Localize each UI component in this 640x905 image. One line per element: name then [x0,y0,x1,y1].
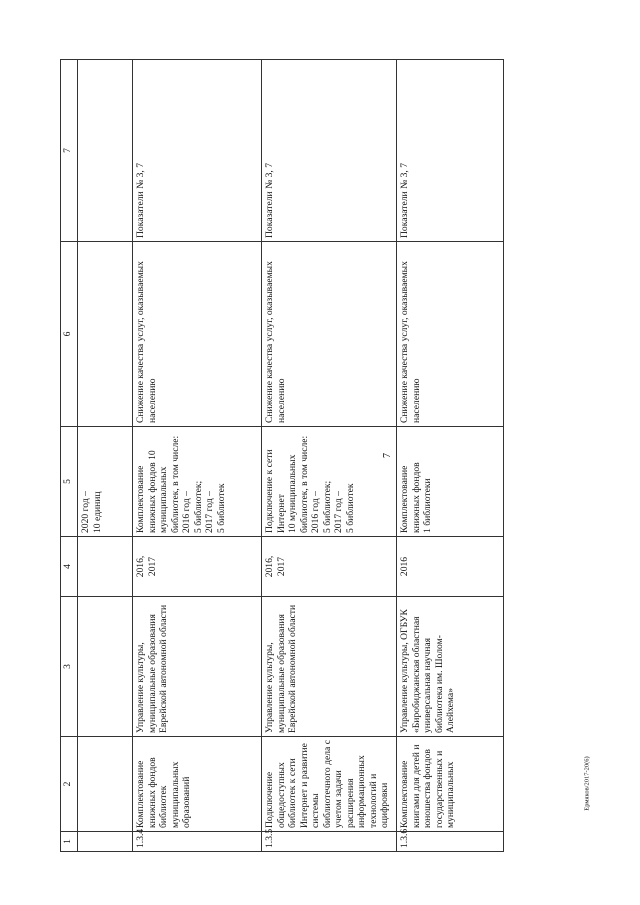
indicators-cell: Показатели № 3, 7 [397,60,504,242]
document-code: Ермяков/2017-20(6) [583,756,591,811]
consequence-cell: Снижение качества услуг, оказываемых населению [397,242,504,427]
table-cell [78,832,133,852]
table-row [397,60,504,852]
header-cell: 1 [61,832,78,852]
result-cell: Комплектование книжных фондов 1 библиотеки [397,427,504,537]
header-cell: 6 [61,242,78,427]
table-row-continuation [78,60,133,852]
table-cell [78,242,133,427]
header-cell: 7 [61,60,78,242]
header-cell: 3 [61,597,78,737]
rotated-page [60,60,495,852]
program-table [60,59,504,852]
header-cell: 4 [61,537,78,597]
executor-cell: Управление культуры, муниципальные образования Еврейской автономной области [133,597,262,737]
action-cell: Комплектование книжных фондов библиотек муниципальных образований [133,737,262,832]
consequence-cell: Снижение качества услуг, оказываемых населению [133,242,262,427]
indicators-cell: Показатели № 3, 7 [262,60,397,242]
year-cell: 2016, 2017 [133,537,262,597]
year-cell: 2016, 2017 [262,537,397,597]
page-number: 7 [382,453,393,458]
header-cell: 5 [61,427,78,537]
result-cell: Подключение к сети Интернет 10 муниципальных библиотек, в том числе: 2016 год – 5 библиотек; 2017 год – 5 библиотек [262,427,397,537]
executor-cell: Управление культуры, муниципальные образования Еврейской автономной области [262,597,397,737]
table-cell [78,737,133,832]
table-header-row [61,60,78,852]
row-number-cell: 1.3.4 [133,832,262,852]
header-cell: 2 [61,737,78,832]
table-row [133,60,262,852]
indicators-cell: Показатели № 3, 7 [133,60,262,242]
row-number-cell: 1.3.6 [397,832,504,852]
action-cell: Подключение общедоступных библиотек к сети Интернет и развитие системы библиотечного дела с учетом задачи расширения информационных технологий и оцифровки [262,737,397,832]
action-cell: Комплектование книгами для детей и юношества фондов государственных и муниципальных [397,737,504,832]
table-cell [78,60,133,242]
result-cell: 2020 год – 10 единиц [78,427,133,537]
consequence-cell: Снижение качества услуг, оказываемых населению [262,242,397,427]
executor-cell: Управление культуры, ОГБУК «Биробиджанская областная универсальная научная библиотека им. Шолом-Алейхема» [397,597,504,737]
table-row [262,60,397,852]
row-number-cell: 1.3.5 [262,832,397,852]
result-cell: Комплектование книжных фондов 10 муниципальных библиотек, в том числе: 2016 год – 5 библиотек; 2017 год – 5 библиотек [133,427,262,537]
table-cell [78,597,133,737]
year-cell: 2016 [397,537,504,597]
table-cell [78,537,133,597]
